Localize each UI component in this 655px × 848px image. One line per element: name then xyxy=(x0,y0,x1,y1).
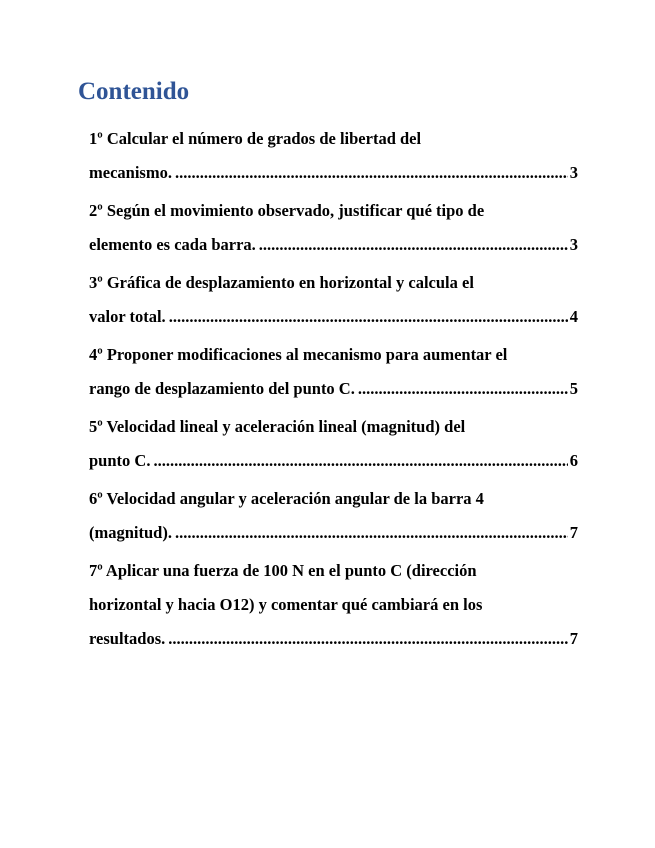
toc-entry-last-line xyxy=(89,300,578,334)
dot-leader xyxy=(175,516,568,550)
toc-entry-last-line xyxy=(89,156,578,190)
toc-entry-text: (magnitud). xyxy=(89,523,172,542)
toc-entry-4[interactable] xyxy=(89,338,578,406)
toc-entry-last-line xyxy=(89,228,578,262)
toc-page-number: 4 xyxy=(569,307,578,326)
toc-page-number: 3 xyxy=(569,235,578,254)
toc-entry-2[interactable] xyxy=(89,194,578,262)
toc-entry-3[interactable] xyxy=(89,266,578,334)
dot-leader xyxy=(153,444,567,478)
dot-leader xyxy=(259,228,568,262)
toc-entry-text: 1º Calcular el número de grados de libertad del xyxy=(89,129,422,148)
toc-entry-text: mecanismo. xyxy=(89,163,172,182)
toc-entry-text: 3º Gráfica de desplazamiento en horizontal y calcula el xyxy=(89,273,474,292)
toc-entry-1[interactable] xyxy=(89,122,578,190)
toc-entry-last-line xyxy=(89,622,578,656)
toc-entries xyxy=(78,122,578,656)
toc-entry-text: resultados. xyxy=(89,629,166,648)
dot-leader xyxy=(358,372,568,406)
toc-entry-text: valor total. xyxy=(89,307,166,326)
toc-entry-5[interactable] xyxy=(89,410,578,478)
toc-entry-last-line xyxy=(89,444,578,478)
toc-page-number: 7 xyxy=(569,523,578,542)
dot-leader xyxy=(175,156,568,190)
dot-leader xyxy=(169,300,568,334)
toc-entry-6[interactable] xyxy=(89,482,578,550)
toc-page-number: 5 xyxy=(569,379,578,398)
toc-page-number: 6 xyxy=(569,451,578,470)
toc-entry-text: 5º Velocidad lineal y aceleración lineal (magnitud) del xyxy=(89,417,466,436)
toc-title: Contenido xyxy=(78,78,190,105)
toc-entry-last-line xyxy=(89,516,578,550)
toc-entry-7[interactable] xyxy=(89,554,578,656)
toc-page-number: 7 xyxy=(569,629,578,648)
toc-page-number: 3 xyxy=(569,163,578,182)
toc-entry-text: 2º Según el movimiento observado, justificar qué tipo de xyxy=(89,201,485,220)
toc-entry-text: horizontal y hacia O12) y comentar qué cambiará en los xyxy=(89,595,483,614)
toc-entry-text: rango de desplazamiento del punto C. xyxy=(89,379,355,398)
toc-entry-text: punto C. xyxy=(89,451,151,470)
toc-entry-text: elemento es cada barra. xyxy=(89,235,256,254)
toc-entry-text: 4º Proponer modificaciones al mecanismo para aumentar el xyxy=(89,345,508,364)
toc-entry-text: 6º Velocidad angular y aceleración angular de la barra 4 xyxy=(89,489,484,508)
table-of-contents xyxy=(78,76,578,660)
dot-leader xyxy=(168,622,568,656)
toc-entry-last-line xyxy=(89,372,578,406)
toc-entry-text: 7º Aplicar una fuerza de 100 N en el punto C (dirección xyxy=(89,561,477,580)
